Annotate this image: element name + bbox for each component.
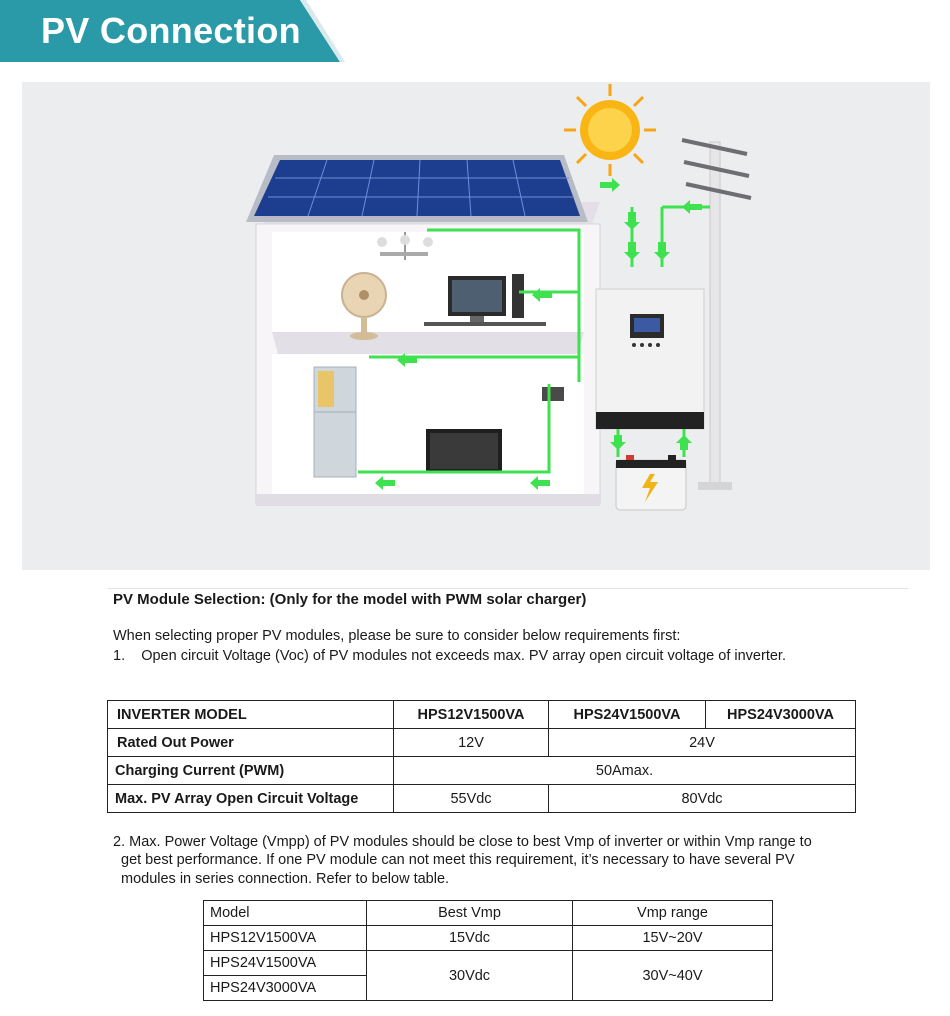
television: [426, 429, 502, 473]
section-divider: [108, 588, 908, 589]
vmp-table: [203, 900, 773, 1001]
table-row: [108, 785, 856, 813]
table-header-cell: HPS24V1500VA: [549, 701, 706, 729]
table-cell: 24V: [549, 729, 856, 757]
table-header-cell: Vmp range: [573, 901, 773, 926]
table-row: [204, 901, 773, 926]
pv-intro-text: When selecting proper PV modules, please be sure to consider below requirements first:: [113, 628, 681, 644]
table-cell: Charging Current (PWM): [108, 757, 394, 785]
table-row: [108, 757, 856, 785]
electric-meter: [542, 387, 564, 401]
pv-system-illustration: [22, 82, 930, 570]
table-cell: 50Amax.: [394, 757, 856, 785]
table-row: [204, 926, 773, 951]
table-cell: HPS24V3000VA: [204, 976, 367, 1001]
table-cell: Rated Out Power: [108, 729, 394, 757]
battery: [616, 455, 686, 510]
page-title: PV Connection: [41, 10, 301, 51]
table-cell: 15V~20V: [573, 926, 773, 951]
table-cell: Max. PV Array Open Circuit Voltage: [108, 785, 394, 813]
table-cell: 80Vdc: [549, 785, 856, 813]
table-header-cell: Best Vmp: [367, 901, 573, 926]
table-row: [108, 701, 856, 729]
sun: [564, 84, 656, 176]
header-banner: [0, 0, 345, 64]
pv-requirement-2-line1: 2. Max. Power Voltage (Vmpp) of PV modules should be close to best Vmp of inverter or within Vmp range to: [113, 834, 812, 850]
table-cell: HPS24V1500VA: [204, 951, 367, 976]
table-cell: 12V: [394, 729, 549, 757]
solar-panel: [246, 155, 588, 222]
inverter: [596, 289, 704, 429]
table-cell: 55Vdc: [394, 785, 549, 813]
table-cell: 30V~40V: [573, 951, 773, 1001]
table-header-cell: INVERTER MODEL: [108, 701, 394, 729]
table-cell: 15Vdc: [367, 926, 573, 951]
pv-requirement-2-line3: modules in series connection. Refer to below table.: [121, 871, 450, 887]
pv-requirement-2-line2: get best performance. If one PV module can not meet this requirement, it’s necessary to have several PV: [121, 852, 795, 868]
table-row: [108, 729, 856, 757]
table-cell: 30Vdc: [367, 951, 573, 1001]
pv-section-title: PV Module Selection: (Only for the model with PWM solar charger): [113, 591, 587, 608]
table-header-cell: Model: [204, 901, 367, 926]
refrigerator: [314, 367, 356, 477]
table-cell: HPS12V1500VA: [204, 926, 367, 951]
table-header-cell: HPS12V1500VA: [394, 701, 549, 729]
table-header-cell: HPS24V3000VA: [706, 701, 856, 729]
inverter-spec-table: [107, 700, 856, 813]
table-row: [204, 951, 773, 976]
pv-requirement-1: 1. Open circuit Voltage (Voc) of PV modules not exceeds max. PV array open circuit voltage of inverter.: [113, 648, 786, 664]
